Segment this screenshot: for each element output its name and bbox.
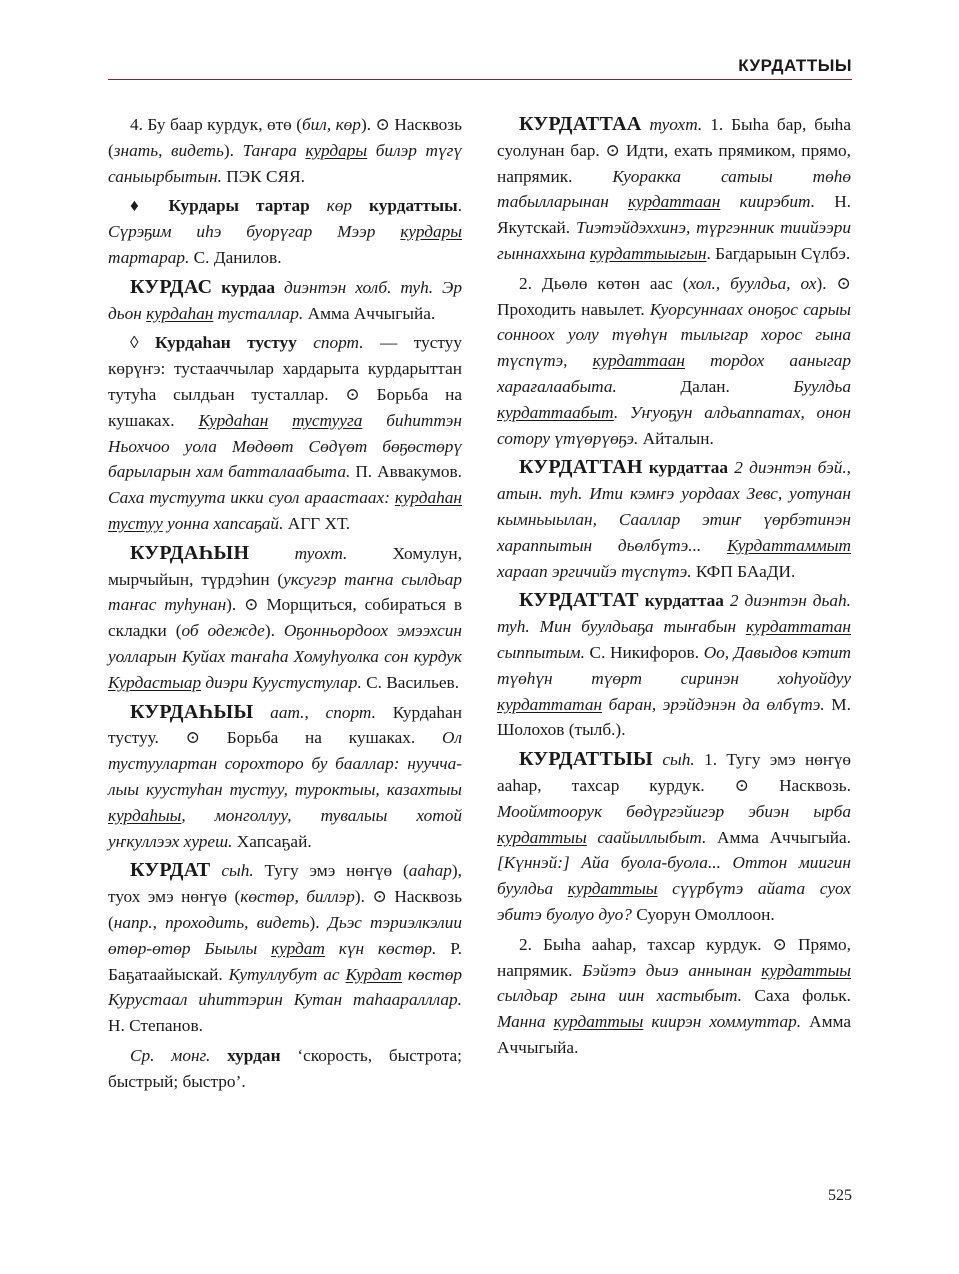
grammar: сыһ.	[652, 750, 705, 770]
text: ).	[309, 912, 328, 932]
example: сыппытым.	[497, 642, 585, 662]
idiom: ♦ Курдары тартар	[130, 196, 310, 216]
definition: 2. Быһа ааһар, тахсар курдук. ⊙ Прямо, напрямик.	[497, 934, 851, 980]
example: Дьэс тэриэлкэлии өтөр-өтөр Быылы	[108, 912, 463, 958]
source: АГГ ХТ.	[283, 513, 351, 533]
example: тартарар.	[108, 247, 190, 267]
text: ааһар	[408, 861, 452, 881]
example: билэр түгү саныырбытын.	[108, 140, 462, 186]
text: уксугэр таҥна сылдьар таҥас туһунан	[108, 569, 462, 615]
entry-kurdattan	[497, 455, 851, 584]
example: Мин буулдьаҕа тыҥабын	[539, 617, 746, 637]
example: . Уҥуоҕун алдьаппатах, онон сотору үтүөрүөҕэ.	[497, 402, 851, 448]
example: хараап эргичийэ түспүтэ.	[497, 561, 692, 581]
lemma: КУРДАҺЫЫ	[130, 700, 254, 723]
source: Саха фольк.	[741, 986, 851, 1006]
lemma: КУРДАТТАТ	[519, 589, 639, 612]
example: Бэйэтэ дьиэ аннынан	[582, 960, 762, 980]
headword-usage: курдаттаан	[592, 351, 685, 371]
headword-usage: курдаттыы	[761, 960, 851, 980]
source: С. Никифоров.	[584, 642, 704, 662]
headword-usage: курдаттатан	[745, 617, 851, 637]
headword-usage: курдаттаабыт	[497, 402, 614, 422]
example: тордох ааныгар харағалаабыта.	[497, 351, 852, 396]
source: Айталын.	[638, 428, 714, 448]
grammar: сыһ.	[210, 861, 265, 881]
headword-usage: курдаттыы	[567, 879, 658, 899]
headword-usage: курдаттаан	[627, 192, 721, 212]
text: 4. Бу баар курдук, өтө (	[130, 115, 302, 134]
example: уонна хапсаҕай.	[162, 513, 284, 533]
text	[268, 411, 292, 430]
example: биһиттэн Ньохчоо уола Мөдөөт Сөдүөт бөҕөстөрү барыларын хам батталаабыта.	[108, 410, 463, 482]
grammar: 2 диэнтэн дьаһ. туһ.	[497, 591, 851, 637]
example: тусталлар.	[213, 303, 304, 323]
example: киирэбит.	[720, 192, 816, 212]
source: Н. Степанов.	[108, 1016, 203, 1036]
source: Н. Якутскай.	[497, 192, 851, 238]
running-header: КУРДАТТЫЫ	[738, 56, 852, 75]
source: Р. Баҕатаайыскай.	[108, 938, 462, 984]
example: [Күннэй:] Айа буола-буола... Оттон миигин буулдьа	[497, 853, 851, 899]
headword-usage: курдары	[400, 222, 462, 242]
entry-idiom	[108, 193, 462, 270]
example: , монголлуу, тувалыы хотой уҥкуллээх хуреш.	[108, 805, 462, 851]
entry-kurdahyn	[108, 541, 462, 696]
example: Сүрэҕим иһэ буорүгар Мээр	[108, 222, 401, 242]
source: КФП БАаДИ.	[691, 561, 796, 581]
definition: 1. Быһа бар, быһа суолунан бар. ⊙ Идти, ехать прямиком, прямо, напрямик.	[497, 115, 851, 186]
etym-gloss: ‘скорость, быстрота; быстрый; быстро’.	[108, 1045, 462, 1091]
text: бил, көр	[301, 115, 361, 134]
text: напр., проходить, видеть	[113, 912, 310, 932]
headword-usage: Курдат	[345, 964, 402, 984]
example: Ол тустуулартан сорохторо бу бааллар: нууччалыы куустуһан тустуу, туроктыы, казахтыы	[108, 728, 462, 799]
example: Кутуллубут ас	[228, 964, 346, 984]
text: ), туох эмэ нөҥүө (	[108, 861, 462, 907]
example: Куоракка сатыы төһө табылларынан	[497, 166, 852, 212]
definition: — тустуу көрүҥэ: тустааччылар хардарыта курдарыттан тутуһа сылдьан тусталлар. ⊙ Борьба на кушаках.	[108, 333, 462, 430]
lemma: КУРДАТ	[130, 859, 211, 882]
source: Далан.	[616, 376, 794, 396]
headword-usage: курдат	[271, 938, 325, 958]
source: С. Васильев.	[361, 672, 460, 692]
grammar: туохт.	[249, 543, 393, 563]
term: Курдаһан тустуу	[155, 333, 297, 353]
example: Таҥара	[242, 140, 306, 160]
example: Ити кэмҥэ уордаах Зевс, уотунан кымньыылан, Сааллар этиҥ үөрбэтинэн хараппытын дьөлбүтэ...	[497, 484, 851, 555]
text: хол., буулдьа, ох	[688, 273, 817, 293]
source: Амма Аччыгыйа.	[497, 1012, 851, 1057]
translation: ). ⊙ Морщиться, собираться в складки (	[108, 595, 462, 641]
headword-usage: курдаһан тустуу	[108, 488, 462, 533]
source: Багдарыын Сүлбэ.	[710, 243, 851, 263]
text: ◊	[130, 333, 155, 353]
example: Оҕонньордоох эмээхсин уолларын Куйах таҥаһа Хомуһуолка сон курдук	[108, 621, 462, 666]
definition: Курдаһан тустуу. ⊙ Борьба на кушаках.	[108, 702, 462, 748]
entry-kurdattaa	[497, 112, 851, 267]
entry-kurdattaa-sense-2	[497, 271, 851, 452]
text: ).	[264, 621, 284, 641]
text: көстөр, биллэр	[240, 887, 355, 907]
source: Суорун Омоллоон.	[631, 904, 775, 924]
grammar: спорт.	[296, 333, 381, 353]
headword-usage: Курдастыар	[108, 672, 202, 692]
crossref: курдаттыы	[369, 196, 458, 216]
example: көстөр Курустаал иһиттэрин Кутан таһааралллар.	[108, 964, 462, 1010]
example: Буулдьа	[793, 376, 851, 396]
example: саайыллыбыт.	[586, 827, 707, 847]
headword-usage: курдаһыы	[108, 805, 182, 825]
entry-term	[108, 330, 462, 536]
lemma: КУРДАТТАА	[519, 113, 642, 135]
source: Амма Аччыгыйа.	[706, 827, 851, 847]
headword-usage: курдары	[305, 140, 368, 160]
text: .	[457, 196, 462, 216]
text: көр	[309, 196, 370, 216]
example: Тиэтэйдэххинэ, түргэнник тиийээри гыннаххына	[497, 218, 851, 263]
text: ).	[223, 140, 243, 160]
header-rule	[108, 79, 852, 80]
grammar: аат., спорт.	[253, 702, 393, 722]
right-column	[497, 112, 851, 1065]
left-column	[108, 112, 462, 1098]
grammar: диэнтэн холб. туһ.	[275, 277, 443, 297]
example: Эр дьон	[108, 277, 462, 323]
example: сүүрбүтэ айата суох эбитэ буолуо дуо?	[497, 879, 851, 924]
headword-usage: курдаттыы	[497, 827, 587, 847]
entry-sense-4	[108, 112, 462, 189]
definition: 2. Дьөлө көтөн аас (	[519, 273, 689, 293]
entry-kurdahyy	[108, 700, 462, 855]
entry-kurdas	[108, 275, 462, 327]
example: Саха тустуута икки суол араастаах:	[108, 488, 395, 508]
example: диэри Куустустулар.	[201, 672, 362, 692]
entry-kurdat	[108, 858, 462, 1039]
source: М. Шолохов (тылб.).	[497, 694, 851, 740]
text: .	[706, 243, 711, 263]
headword-usage: курдаттатан	[497, 694, 603, 714]
definition: Тугу эмэ нөҥүө (	[264, 861, 409, 881]
headword-usage: курдаттыы	[553, 1012, 644, 1032]
example: сылдьар гына иин хастыбыт.	[497, 986, 742, 1006]
translation: ). ⊙ Насквозь (	[108, 887, 462, 932]
definition: Хомулун, мырчыйын, түрдэһин (	[108, 543, 462, 589]
source: П. Аввакумов.	[350, 462, 462, 482]
source: С. Данилов.	[189, 247, 282, 267]
definition: 1. Тугу эмэ нөҥүө ааһар, тахсар курдук. ⊙ Насквозь.	[497, 750, 851, 795]
headword-usage: тустууга	[292, 410, 363, 430]
lemma: КУРДАТТЫЫ	[519, 748, 653, 771]
example: Мооймтоорук бөдүргэйигэр эбиэн ырба	[497, 801, 851, 821]
example: Куорсуннаах оноҕос сарыы сонноох уолу түөһүн тылыгар хорос гына түспүтэ,	[497, 299, 851, 371]
crossref: курдаттаа	[642, 458, 729, 478]
example: күн көстөр.	[324, 938, 437, 958]
lemma: КУРДАТТАН	[519, 456, 643, 479]
example: Манна	[497, 1012, 554, 1032]
text: знать, видеть	[113, 140, 224, 160]
text: ). ⊙ Насквозь (	[108, 115, 462, 160]
etym-label: Ср. монг.	[130, 1045, 211, 1065]
source: Хапсаҕай.	[232, 831, 312, 851]
example: киирэн хоммуттар.	[643, 1012, 802, 1032]
text: курдаа	[212, 277, 276, 297]
entry-kurdattyy-sense-2	[497, 932, 851, 1061]
etym-word: хурдан	[210, 1045, 281, 1065]
example: Оо, Давыдов кэтит түөһүн түөрт сиринэн хоһуойдуу	[497, 642, 852, 688]
entry-kurdattyy	[497, 747, 851, 928]
text: об одежде	[181, 621, 265, 641]
grammar: 2 диэнтэн бэй., атын. туһ.	[497, 458, 851, 504]
headword-usage: Курдаттаммыт	[726, 535, 851, 555]
headword-usage: курдаттыыгын	[589, 243, 707, 263]
example: баран, эрэйдэнэн да өлбүтэ.	[602, 694, 825, 714]
translation: ). ⊙ Проходить навылет.	[497, 273, 851, 319]
page-number: 525	[828, 1187, 852, 1204]
headword-usage: курдаһан	[146, 303, 214, 323]
source: Амма Аччыгыйа.	[303, 303, 436, 323]
source: ПЭК СЯЯ.	[221, 166, 305, 186]
crossref: курдаттаа	[638, 591, 724, 611]
grammar: туохт.	[641, 115, 711, 134]
headword-usage: Курдаһан	[198, 410, 269, 430]
lemma: КУРДАС	[130, 275, 213, 298]
lemma: КУРДАҺЫН	[130, 541, 250, 564]
entry-kurdattat	[497, 588, 851, 743]
etymology	[108, 1043, 462, 1095]
